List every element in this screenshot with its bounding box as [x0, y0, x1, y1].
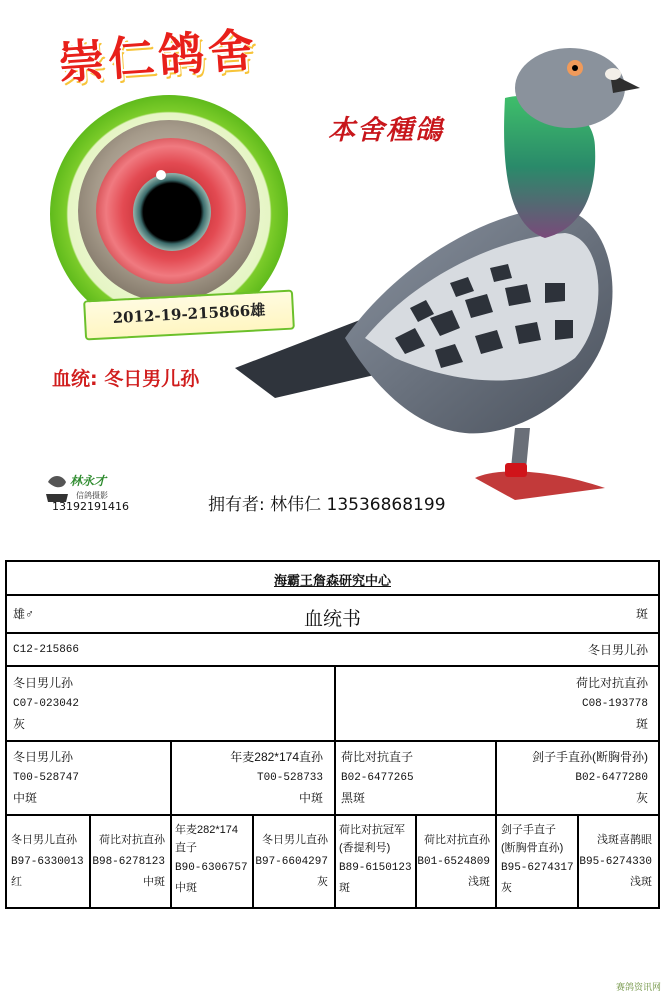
sire-name: 冬日男儿孙 — [13, 676, 74, 690]
grandparent-3-ring: B02-6477265 — [341, 772, 414, 784]
bloodline-label: 血统: 冬日男儿孙 — [52, 368, 200, 390]
loft-name-logo: 崇仁鸽舍 — [56, 22, 260, 91]
ggp-1-name: 冬日男儿直孙 — [11, 834, 77, 846]
ggp-7-name-line2: (断胸骨直孙) — [501, 842, 564, 854]
ggp-7-name-line1: 剑子手直子 — [501, 824, 556, 836]
grandparent-1-name: 冬日男儿孙 — [13, 750, 74, 764]
subject-ring: C12-215866 — [13, 644, 80, 656]
ggp-1-ring: B97-6330013 — [11, 856, 84, 868]
ggp-2-ring: B98-6278123 — [92, 856, 165, 868]
grandparent-1-ring: T00-528747 — [13, 772, 80, 784]
sire-ring: C07-023042 — [13, 698, 80, 710]
ggp-8-ring: B95-6274330 — [579, 856, 652, 868]
ggp-5-name-line2: (香提利号) — [339, 842, 391, 854]
ggp-2-color: 中斑 — [143, 876, 165, 888]
pedigree-table — [5, 560, 660, 909]
grandparent-4-color: 灰 — [635, 791, 648, 805]
ggp-6-name: 荷比对抗直孙 — [424, 834, 490, 846]
ggp-6-ring: B01-6524809 — [417, 856, 490, 868]
ggp-4-color: 灰 — [317, 876, 328, 888]
grandparent-4-name: 剑子手直孙(断胸骨孙) — [532, 750, 648, 764]
site-watermark: 赛鸽资讯网 — [615, 983, 661, 993]
pigeon-photo — [215, 38, 655, 518]
grandparent-2-ring: T00-528733 — [256, 772, 323, 784]
ggp-7-ring: B95-6274317 — [501, 862, 574, 874]
photographer-phone: 13192191416 — [52, 500, 129, 513]
grandparent-2-name: 年麦282*174直孙 — [230, 750, 323, 764]
ggp-1-color: 红 — [11, 876, 22, 888]
pedigree-title: 血统书 — [303, 609, 361, 630]
pedigree-org: 海霸王詹森研究中心 — [273, 573, 391, 588]
ring-number-ribbon: 2012-19-215866雄 — [83, 290, 295, 341]
subject-name: 冬日男儿孙 — [587, 643, 648, 657]
sex-label: 雄♂ — [13, 607, 35, 621]
owner-info: 拥有者: 林伟仁 13536868199 — [208, 495, 446, 515]
grandparent-1-color: 中斑 — [13, 791, 38, 805]
ggp-2-name: 荷比对抗直孙 — [99, 834, 165, 846]
eye-pupil — [133, 173, 211, 251]
ggp-8-name: 浅斑喜鹊眼 — [597, 834, 652, 846]
dam-ring: C08-193778 — [581, 698, 648, 710]
ggp-5-ring: B89-6150123 — [339, 862, 412, 874]
dam-color: 斑 — [635, 717, 648, 731]
ggp-6-color: 浅斑 — [468, 876, 490, 888]
ggp-3-name-line2: 直子 — [175, 842, 197, 854]
eye-glint — [156, 170, 166, 180]
grandparent-3-color: 黑斑 — [341, 791, 366, 805]
ggp-7-color: 灰 — [501, 882, 512, 894]
color-label: 斑 — [635, 607, 648, 621]
ggp-4-ring: B97-6604297 — [255, 856, 328, 868]
ggp-3-name-line1: 年麦282*174 — [175, 824, 238, 836]
ggp-5-color: 斑 — [339, 882, 350, 894]
dam-name: 荷比对抗直孙 — [575, 676, 648, 690]
ggp-5-name-line1: 荷比对抗冠军 — [339, 824, 405, 836]
ggp-3-color: 中斑 — [175, 882, 197, 894]
grandparent-4-ring: B02-6477280 — [575, 772, 648, 784]
ggp-8-color: 浅斑 — [630, 876, 652, 888]
photographer-logo — [44, 470, 174, 518]
ggp-3-ring: B90-6306757 — [175, 862, 248, 874]
grandparent-3-name: 荷比对抗直子 — [341, 750, 414, 764]
stud-pigeon-label: 本舍種鴿 — [328, 115, 444, 146]
sire-color: 灰 — [13, 717, 26, 731]
photographer-name: 林永才 — [70, 474, 107, 488]
ggp-4-name: 冬日男儿直孙 — [262, 834, 328, 846]
grandparent-2-color: 中斑 — [298, 791, 323, 805]
photographer-subtitle: 信鸽摄影 — [76, 491, 108, 500]
